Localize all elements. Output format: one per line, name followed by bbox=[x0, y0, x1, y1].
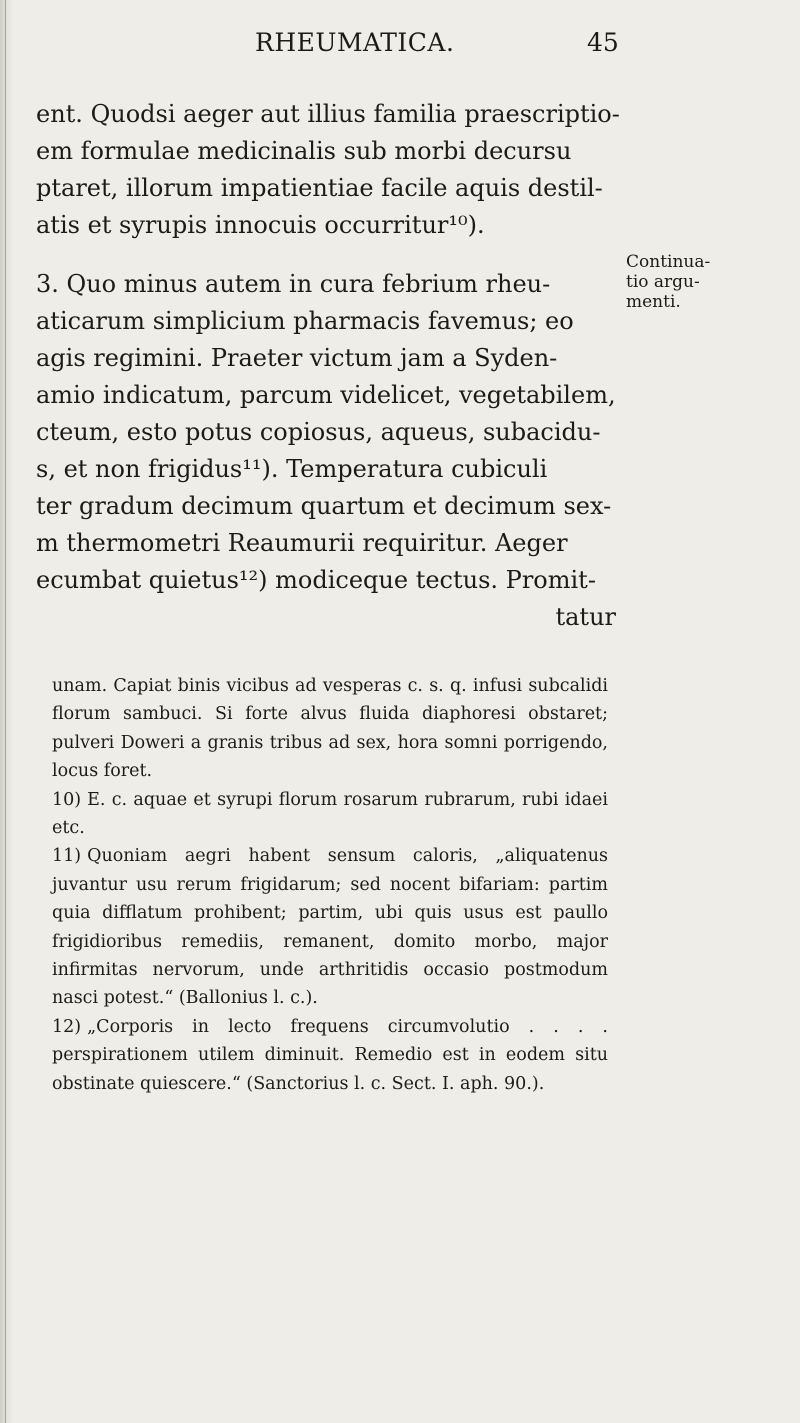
text-line: atis et syrupis innocuis occurritur¹⁰). bbox=[36, 211, 485, 239]
text-line: aticarum simplicium pharmacis favemus; eo bbox=[36, 307, 574, 335]
footnote-11 bbox=[52, 842, 608, 1012]
text-line: s, et non frigidus¹¹). Temperatura cubiculi bbox=[36, 455, 548, 483]
catchword: tatur bbox=[555, 603, 616, 631]
text-line: cteum, esto potus copiosus, aqueus, subacidu- bbox=[36, 418, 601, 446]
footnote-text: unam. Capiat binis vicibus ad vesperas c. s. q. infusi subcalidi florum sambuci. Si forte alvus fluida diaphoresi obstaret; pulveri Doweri a granis tribus ad sex, hora somni porrigendo, locus foret. bbox=[52, 676, 608, 782]
footnote-label: 10) bbox=[52, 789, 82, 810]
footnotes bbox=[52, 672, 608, 1098]
text-line: ptaret, illorum impatientiae facile aquis destil- bbox=[36, 174, 603, 202]
gutter-line bbox=[5, 0, 6, 1423]
page-gutter bbox=[0, 0, 14, 1423]
footnote-text: „Corporis in lecto frequens circumvolutio . . . . perspirationem utilem diminuit. Remedio est in eodem situ obstinate quiescere.“ (Sanctorius l. c. Sect. I. aph. 90.). bbox=[52, 1016, 608, 1094]
margin-note-line: Continua- bbox=[626, 252, 711, 272]
text-line: 3. Quo minus autem in cura febrium rheu- bbox=[36, 270, 551, 298]
text-line: agis regimini. Praeter victum jam a Syden- bbox=[36, 344, 558, 372]
text-line: ent. Quodsi aeger aut illius familia praescriptio- bbox=[36, 100, 620, 128]
running-head bbox=[0, 28, 800, 68]
running-head-title: RHEUMATICA. bbox=[255, 28, 455, 57]
text-line: m thermometri Reaumurii requiritur. Aeger bbox=[36, 529, 568, 557]
margin-note-line: tio argu- bbox=[626, 272, 700, 292]
margin-note-line: menti. bbox=[626, 292, 681, 312]
text-line: ecumbat quietus¹²) modiceque tectus. Promit- bbox=[36, 566, 596, 594]
footnote-12 bbox=[52, 1013, 608, 1098]
text-line: em formulae medicinalis sub morbi decursu bbox=[36, 137, 572, 165]
footnote-text: Quoniam aegri habent sensum caloris, „aliquatenus juvantur usu rerum frigidarum; sed nocent bifariam: partim quia difflatum prohibent; partim, ubi quis usus est paullo frigidioribus remediis, remanent, domito morbo, major infirmitas nervorum, unde arthritidis occasio postmodum nasci potest.“ (Ballonius l. c.). bbox=[52, 846, 608, 1009]
margin-note bbox=[626, 252, 796, 312]
footnote-label: 11) bbox=[52, 846, 82, 867]
footnote-continued bbox=[52, 672, 608, 786]
main-text bbox=[36, 96, 620, 636]
page-number: 45 bbox=[587, 28, 619, 57]
footnote-text: E. c. aquae et syrupi florum rosarum rubrarum, rubi idaei etc. bbox=[52, 789, 608, 839]
footnote-10 bbox=[52, 786, 608, 843]
text-line: ter gradum decimum quartum et decimum sex- bbox=[36, 492, 612, 520]
footnote-label: 12) bbox=[52, 1016, 82, 1037]
text-line: amio indicatum, parcum videlicet, vegetabilem, bbox=[36, 381, 616, 409]
